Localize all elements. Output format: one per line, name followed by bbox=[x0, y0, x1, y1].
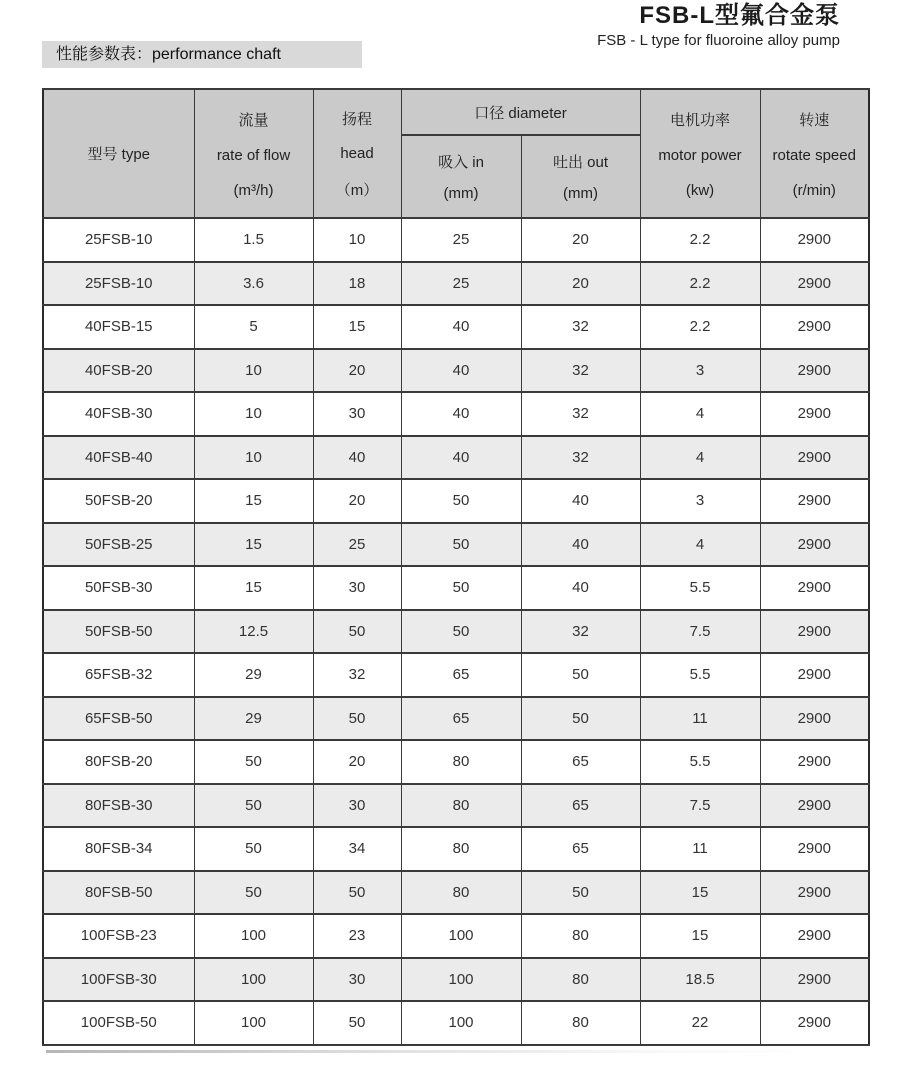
cell: 50 bbox=[194, 827, 313, 871]
cell: 40 bbox=[401, 392, 521, 436]
cell: 2900 bbox=[760, 610, 869, 654]
cell: 50FSB-25 bbox=[43, 523, 194, 567]
cell: 20 bbox=[521, 262, 640, 306]
table-row bbox=[43, 566, 869, 610]
cell: 4 bbox=[640, 523, 760, 567]
cell: 50 bbox=[401, 479, 521, 523]
head-zh: 扬程 bbox=[341, 110, 372, 128]
cell: 100 bbox=[401, 958, 521, 1002]
col-header-type bbox=[43, 89, 194, 218]
cell: 2900 bbox=[760, 827, 869, 871]
speed-en: rotate speed bbox=[772, 147, 856, 164]
cell: 100 bbox=[401, 914, 521, 958]
table-row bbox=[43, 958, 869, 1002]
col-header-power bbox=[640, 89, 760, 218]
cell: 65 bbox=[401, 653, 521, 697]
cell: 30 bbox=[313, 566, 401, 610]
table-row bbox=[43, 1001, 869, 1045]
table-body bbox=[43, 218, 869, 1045]
cell: 50 bbox=[401, 523, 521, 567]
flow-unit: (m³/h) bbox=[233, 181, 274, 199]
cell: 40FSB-40 bbox=[43, 436, 194, 480]
cell: 23 bbox=[313, 914, 401, 958]
cell: 29 bbox=[194, 697, 313, 741]
table-row bbox=[43, 740, 869, 784]
cell: 40 bbox=[313, 436, 401, 480]
cell: 65FSB-32 bbox=[43, 653, 194, 697]
cell: 18.5 bbox=[640, 958, 760, 1002]
cell: 2900 bbox=[760, 871, 869, 915]
cell: 50 bbox=[521, 871, 640, 915]
cell: 100FSB-30 bbox=[43, 958, 194, 1002]
cell: 32 bbox=[521, 436, 640, 480]
cell: 50 bbox=[401, 566, 521, 610]
cell: 40FSB-15 bbox=[43, 305, 194, 349]
cell: 25 bbox=[401, 218, 521, 262]
cell: 32 bbox=[521, 392, 640, 436]
cell: 3 bbox=[640, 479, 760, 523]
cell: 80FSB-50 bbox=[43, 871, 194, 915]
cell: 80 bbox=[401, 827, 521, 871]
cell: 15 bbox=[194, 566, 313, 610]
cell: 20 bbox=[521, 218, 640, 262]
cell: 65 bbox=[521, 740, 640, 784]
cell: 5 bbox=[194, 305, 313, 349]
cell: 2900 bbox=[760, 740, 869, 784]
cell: 100FSB-23 bbox=[43, 914, 194, 958]
cell: 50FSB-20 bbox=[43, 479, 194, 523]
cell: 2900 bbox=[760, 958, 869, 1002]
cell: 22 bbox=[640, 1001, 760, 1045]
page-title: FSB-L型氟合金泵 bbox=[639, 2, 840, 29]
table-row bbox=[43, 305, 869, 349]
cell: 2900 bbox=[760, 479, 869, 523]
cell: 80FSB-20 bbox=[43, 740, 194, 784]
table-row bbox=[43, 392, 869, 436]
cell: 10 bbox=[194, 349, 313, 393]
cell: 12.5 bbox=[194, 610, 313, 654]
cell: 15 bbox=[194, 479, 313, 523]
cell: 80 bbox=[521, 958, 640, 1002]
cell: 30 bbox=[313, 784, 401, 828]
cell: 50 bbox=[401, 610, 521, 654]
cell: 80FSB-30 bbox=[43, 784, 194, 828]
cell: 50 bbox=[313, 1001, 401, 1045]
cell: 32 bbox=[521, 610, 640, 654]
cell: 25 bbox=[401, 262, 521, 306]
cell: 50 bbox=[313, 871, 401, 915]
cell: 65FSB-50 bbox=[43, 697, 194, 741]
diameter-group-label: 口径 diameter bbox=[474, 104, 567, 122]
table-row bbox=[43, 479, 869, 523]
table-row bbox=[43, 610, 869, 654]
cell: 10 bbox=[194, 436, 313, 480]
cell: 4 bbox=[640, 436, 760, 480]
cell: 50 bbox=[194, 740, 313, 784]
col-header-type-label: 型号 type bbox=[87, 146, 151, 163]
cell: 40 bbox=[401, 349, 521, 393]
table-row bbox=[43, 523, 869, 567]
cell: 32 bbox=[313, 653, 401, 697]
cell: 50 bbox=[521, 697, 640, 741]
cell: 80FSB-34 bbox=[43, 827, 194, 871]
power-en: motor power bbox=[658, 147, 742, 164]
cell: 50 bbox=[521, 653, 640, 697]
cell: 2.2 bbox=[640, 262, 760, 306]
cell: 2900 bbox=[760, 697, 869, 741]
table-row bbox=[43, 871, 869, 915]
cell: 40 bbox=[401, 436, 521, 480]
cell: 100FSB-50 bbox=[43, 1001, 194, 1045]
flow-en: rate of flow bbox=[216, 147, 291, 164]
cell: 11 bbox=[640, 827, 760, 871]
cell: 50 bbox=[313, 610, 401, 654]
cell: 80 bbox=[521, 914, 640, 958]
cell: 80 bbox=[401, 871, 521, 915]
cell: 29 bbox=[194, 653, 313, 697]
cell: 100 bbox=[401, 1001, 521, 1045]
title-block bbox=[597, 2, 840, 50]
speed-unit: (r/min) bbox=[792, 181, 836, 199]
col-header-diameter-group bbox=[401, 89, 640, 135]
table-row bbox=[43, 914, 869, 958]
performance-table bbox=[42, 88, 870, 1046]
bottom-shadow bbox=[46, 1050, 826, 1053]
cell: 40FSB-30 bbox=[43, 392, 194, 436]
cell: 5.5 bbox=[640, 740, 760, 784]
cell: 5.5 bbox=[640, 566, 760, 610]
cell: 100 bbox=[194, 958, 313, 1002]
section-label: 性能参数表：performance chaft bbox=[42, 41, 362, 68]
cell: 32 bbox=[521, 305, 640, 349]
cell: 65 bbox=[521, 784, 640, 828]
cell: 2900 bbox=[760, 305, 869, 349]
cell: 65 bbox=[521, 827, 640, 871]
head-unit: （m） bbox=[335, 181, 379, 199]
cell: 5.5 bbox=[640, 653, 760, 697]
cell: 50 bbox=[313, 697, 401, 741]
cell: 10 bbox=[313, 218, 401, 262]
cell: 2900 bbox=[760, 566, 869, 610]
cell: 40FSB-20 bbox=[43, 349, 194, 393]
cell: 30 bbox=[313, 958, 401, 1002]
head-en: head bbox=[340, 145, 374, 162]
cell: 15 bbox=[640, 871, 760, 915]
cell: 4 bbox=[640, 392, 760, 436]
cell: 7.5 bbox=[640, 610, 760, 654]
cell: 80 bbox=[401, 784, 521, 828]
diameter-in-unit: (mm) bbox=[443, 185, 479, 202]
cell: 2.2 bbox=[640, 305, 760, 349]
cell: 50 bbox=[194, 871, 313, 915]
cell: 40 bbox=[521, 523, 640, 567]
cell: 2900 bbox=[760, 392, 869, 436]
table-row bbox=[43, 436, 869, 480]
cell: 2900 bbox=[760, 653, 869, 697]
flow-zh: 流量 bbox=[238, 111, 269, 129]
cell: 40 bbox=[401, 305, 521, 349]
table-row bbox=[43, 697, 869, 741]
cell: 25 bbox=[313, 523, 401, 567]
cell: 1.5 bbox=[194, 218, 313, 262]
cell: 20 bbox=[313, 349, 401, 393]
cell: 15 bbox=[194, 523, 313, 567]
cell: 80 bbox=[401, 740, 521, 784]
cell: 40 bbox=[521, 479, 640, 523]
cell: 2900 bbox=[760, 523, 869, 567]
cell: 18 bbox=[313, 262, 401, 306]
cell: 3.6 bbox=[194, 262, 313, 306]
speed-zh: 转速 bbox=[799, 111, 830, 129]
cell: 2900 bbox=[760, 262, 869, 306]
cell: 100 bbox=[194, 1001, 313, 1045]
col-header-head bbox=[313, 89, 401, 218]
table-row bbox=[43, 349, 869, 393]
cell: 10 bbox=[194, 392, 313, 436]
cell: 32 bbox=[521, 349, 640, 393]
cell: 2900 bbox=[760, 436, 869, 480]
cell: 2900 bbox=[760, 784, 869, 828]
cell: 100 bbox=[194, 914, 313, 958]
cell: 2900 bbox=[760, 914, 869, 958]
cell: 7.5 bbox=[640, 784, 760, 828]
cell: 25FSB-10 bbox=[43, 218, 194, 262]
table-row bbox=[43, 653, 869, 697]
cell: 50 bbox=[194, 784, 313, 828]
table-row bbox=[43, 784, 869, 828]
cell: 80 bbox=[521, 1001, 640, 1045]
cell: 34 bbox=[313, 827, 401, 871]
col-header-flow bbox=[194, 89, 313, 218]
cell: 30 bbox=[313, 392, 401, 436]
cell: 2900 bbox=[760, 218, 869, 262]
diameter-out-unit: (mm) bbox=[563, 185, 598, 202]
cell: 50FSB-30 bbox=[43, 566, 194, 610]
table-row bbox=[43, 827, 869, 871]
power-zh: 电机功率 bbox=[669, 111, 730, 129]
cell: 15 bbox=[313, 305, 401, 349]
diameter-in-label: 吸入 in bbox=[438, 154, 484, 171]
cell: 25FSB-10 bbox=[43, 262, 194, 306]
cell: 50FSB-50 bbox=[43, 610, 194, 654]
power-unit: (kw) bbox=[685, 181, 715, 199]
cell: 20 bbox=[313, 479, 401, 523]
page-subtitle: FSB - L type for fluoroine alloy pump bbox=[597, 32, 840, 49]
cell: 2900 bbox=[760, 349, 869, 393]
cell: 15 bbox=[640, 914, 760, 958]
cell: 2900 bbox=[760, 1001, 869, 1045]
cell: 65 bbox=[401, 697, 521, 741]
cell: 40 bbox=[521, 566, 640, 610]
table-row bbox=[43, 262, 869, 306]
diameter-out-label: 吐出 out bbox=[552, 154, 609, 171]
col-header-diameter-out bbox=[521, 135, 640, 218]
col-header-diameter-in bbox=[401, 135, 521, 218]
col-header-speed bbox=[760, 89, 869, 218]
cell: 11 bbox=[640, 697, 760, 741]
table-row bbox=[43, 218, 869, 262]
table-header bbox=[43, 89, 869, 218]
cell: 20 bbox=[313, 740, 401, 784]
cell: 3 bbox=[640, 349, 760, 393]
cell: 2.2 bbox=[640, 218, 760, 262]
